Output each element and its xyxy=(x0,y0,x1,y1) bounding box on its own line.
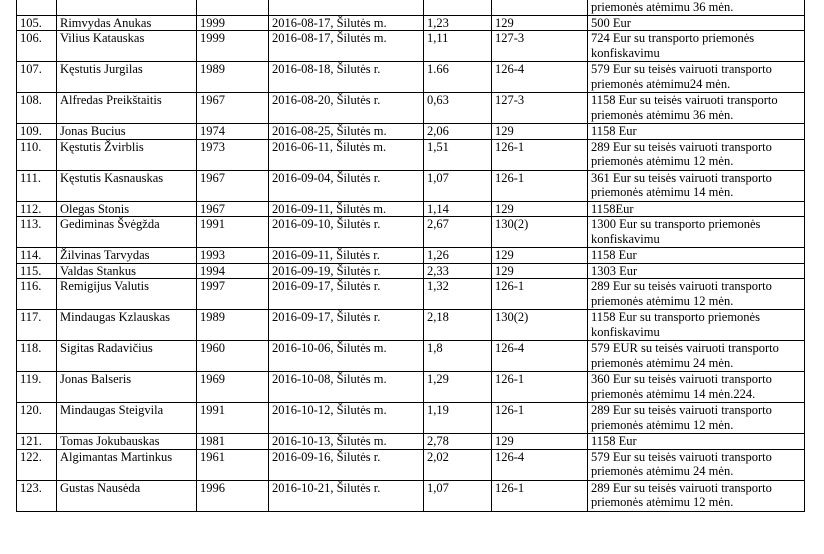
cell-fine: 579 EUR su teisės vairuoti transporto priemonės atėmimu 24 mėn. xyxy=(588,341,805,372)
cell-value: 2,02 xyxy=(424,449,492,480)
cell-fine: 361 Eur su teisės vairuoti transporto priemonės atėmimu 14 mėn. xyxy=(588,170,805,201)
cell-name: Vilius Katauskas xyxy=(57,31,197,62)
cell-no: 106. xyxy=(17,31,57,62)
cell-value: 2,33 xyxy=(424,263,492,279)
cell-date: 2016-08-25, Šilutės m. xyxy=(269,124,424,140)
cell-article: 130(2) xyxy=(492,310,588,341)
cell-fine: 1158 Eur xyxy=(588,124,805,140)
cell-fine: 289 Eur su teisės vairuoti transporto priemonės atėmimu 12 mėn. xyxy=(588,139,805,170)
cell-article: 126-1 xyxy=(492,480,588,511)
cell-value: 1.66 xyxy=(424,62,492,93)
cell-year: 1969 xyxy=(197,372,269,403)
cell-value: 1,29 xyxy=(424,372,492,403)
cell-date: 2016-09-11, Šilutės m. xyxy=(269,201,424,217)
cell-name: Kęstutis Kasnauskas xyxy=(57,170,197,201)
table-row xyxy=(17,62,805,93)
table-row xyxy=(17,279,805,310)
cell-no: 117. xyxy=(17,310,57,341)
cell-year: 1996 xyxy=(197,480,269,511)
cell-article: 126-1 xyxy=(492,279,588,310)
cell-fine: 1303 Eur xyxy=(588,263,805,279)
cell-date: 2016-08-18, Šilutės r. xyxy=(269,62,424,93)
cell-date xyxy=(269,0,424,15)
cell-year: 1989 xyxy=(197,62,269,93)
table-row xyxy=(17,124,805,140)
cell-fine: 289 Eur su teisės vairuoti transporto priemonės atėmimu 12 mėn. xyxy=(588,403,805,434)
cell-value: 1,14 xyxy=(424,201,492,217)
cell-name: Remigijus Valutis xyxy=(57,279,197,310)
cell-fine: 1158 Eur xyxy=(588,434,805,450)
cell-date: 2016-09-10, Šilutės r. xyxy=(269,217,424,248)
cell-name: Sigitas Radavičius xyxy=(57,341,197,372)
cell-date: 2016-09-19, Šilutės r. xyxy=(269,263,424,279)
cell-fine: 1158 Eur su teisės vairuoti transporto priemonės atėmimu 36 mėn. xyxy=(588,93,805,124)
cell-fine: 500 Eur xyxy=(588,15,805,31)
cell-year: 1999 xyxy=(197,15,269,31)
table-row xyxy=(17,170,805,201)
cell-value: 1,07 xyxy=(424,170,492,201)
cell-date: 2016-10-21, Šilutės r. xyxy=(269,480,424,511)
cell-no: 109. xyxy=(17,124,57,140)
cell-article: 126-4 xyxy=(492,449,588,480)
cell-name xyxy=(57,0,197,15)
cell-value: 1,51 xyxy=(424,139,492,170)
cell-value: 2,78 xyxy=(424,434,492,450)
table-row xyxy=(17,480,805,511)
cell-fine: 1158 Eur su transporto priemonės konfiskavimu xyxy=(588,310,805,341)
cell-value: 1,32 xyxy=(424,279,492,310)
cell-year xyxy=(197,0,269,15)
cell-no: 120. xyxy=(17,403,57,434)
table-row xyxy=(17,31,805,62)
cell-name: Olegas Stonis xyxy=(57,201,197,217)
cell-year: 1974 xyxy=(197,124,269,140)
cell-fine: 360 Eur su teisės vairuoti transporto priemonės atėmimu 14 mėn.224. xyxy=(588,372,805,403)
cell-date: 2016-08-20, Šilutės r. xyxy=(269,93,424,124)
cell-year: 1967 xyxy=(197,93,269,124)
cell-article: 129 xyxy=(492,124,588,140)
cell-name: Mindaugas Kzlauskas xyxy=(57,310,197,341)
cell-article: 126-4 xyxy=(492,62,588,93)
cell-fine: 289 Eur su teisės vairuoti transporto priemonės atėmimu 12 mėn. xyxy=(588,480,805,511)
cell-name: Algimantas Martinkus xyxy=(57,449,197,480)
cell-year: 1999 xyxy=(197,31,269,62)
table-row xyxy=(17,248,805,264)
cell-name: Valdas Stankus xyxy=(57,263,197,279)
cell-no: 118. xyxy=(17,341,57,372)
table-row xyxy=(17,139,805,170)
cell-value: 1,07 xyxy=(424,480,492,511)
cell-no: 121. xyxy=(17,434,57,450)
cell-year: 1994 xyxy=(197,263,269,279)
table-row xyxy=(17,310,805,341)
cell-name: Gediminas Švėgžda xyxy=(57,217,197,248)
table-row xyxy=(17,449,805,480)
cell-article: 129 xyxy=(492,15,588,31)
cell-fine: 1158Eur xyxy=(588,201,805,217)
cell-no: 116. xyxy=(17,279,57,310)
cell-date: 2016-08-17, Šilutės m. xyxy=(269,31,424,62)
cell-year: 1960 xyxy=(197,341,269,372)
cell-no: 105. xyxy=(17,15,57,31)
cell-year: 1967 xyxy=(197,170,269,201)
cell-fine: priemonės atėmimu 36 mėn. xyxy=(588,0,805,15)
records-table xyxy=(16,0,805,512)
cell-name: Tomas Jokubauskas xyxy=(57,434,197,450)
cell-year: 1997 xyxy=(197,279,269,310)
cell-date: 2016-08-17, Šilutės m. xyxy=(269,15,424,31)
cell-fine: 1158 Eur xyxy=(588,248,805,264)
cell-date: 2016-09-04, Šilutės r. xyxy=(269,170,424,201)
cell-article: 126-1 xyxy=(492,403,588,434)
table-row xyxy=(17,403,805,434)
cell-article: 130(2) xyxy=(492,217,588,248)
table-row xyxy=(17,263,805,279)
cell-value: 2,67 xyxy=(424,217,492,248)
continuation-row xyxy=(17,0,805,15)
cell-value: 1,26 xyxy=(424,248,492,264)
cell-date: 2016-09-11, Šilutės r. xyxy=(269,248,424,264)
cell-name: Žilvinas Tarvydas xyxy=(57,248,197,264)
cell-name: Mindaugas Steigvila xyxy=(57,403,197,434)
cell-no: 123. xyxy=(17,480,57,511)
cell-article: 126-1 xyxy=(492,372,588,403)
cell-name: Kęstutis Jurgilas xyxy=(57,62,197,93)
cell-article: 126-4 xyxy=(492,341,588,372)
cell-no: 114. xyxy=(17,248,57,264)
cell-year: 1973 xyxy=(197,139,269,170)
cell-name: Kęstutis Žvirblis xyxy=(57,139,197,170)
cell-date: 2016-09-17, Šilutės r. xyxy=(269,310,424,341)
cell-year: 1991 xyxy=(197,217,269,248)
cell-value xyxy=(424,0,492,15)
cell-year: 1993 xyxy=(197,248,269,264)
cell-article xyxy=(492,0,588,15)
cell-article: 126-1 xyxy=(492,170,588,201)
cell-no: 111. xyxy=(17,170,57,201)
cell-no: 119. xyxy=(17,372,57,403)
cell-value: 2,06 xyxy=(424,124,492,140)
cell-no: 113. xyxy=(17,217,57,248)
cell-no: 108. xyxy=(17,93,57,124)
cell-value: 0,63 xyxy=(424,93,492,124)
cell-article: 127-3 xyxy=(492,31,588,62)
cell-fine: 289 Eur su teisės vairuoti transporto priemonės atėmimu 12 mėn. xyxy=(588,279,805,310)
cell-article: 127-3 xyxy=(492,93,588,124)
table-row xyxy=(17,217,805,248)
cell-no: 110. xyxy=(17,139,57,170)
cell-no: 122. xyxy=(17,449,57,480)
cell-article: 129 xyxy=(492,434,588,450)
cell-article: 129 xyxy=(492,201,588,217)
cell-date: 2016-09-17, Šilutės r. xyxy=(269,279,424,310)
cell-date: 2016-10-06, Šilutės m. xyxy=(269,341,424,372)
cell-fine: 724 Eur su transporto priemonės konfiskavimu xyxy=(588,31,805,62)
cell-no: 112. xyxy=(17,201,57,217)
cell-date: 2016-10-08, Šilutės m. xyxy=(269,372,424,403)
cell-article: 129 xyxy=(492,263,588,279)
cell-name: Jonas Bucius xyxy=(57,124,197,140)
table-row xyxy=(17,93,805,124)
cell-year: 1989 xyxy=(197,310,269,341)
cell-name: Gustas Nausėda xyxy=(57,480,197,511)
cell-value: 1,19 xyxy=(424,403,492,434)
table-row xyxy=(17,372,805,403)
cell-value: 2,18 xyxy=(424,310,492,341)
cell-no: 107. xyxy=(17,62,57,93)
cell-no xyxy=(17,0,57,15)
cell-value: 1,23 xyxy=(424,15,492,31)
cell-year: 1981 xyxy=(197,434,269,450)
cell-value: 1,8 xyxy=(424,341,492,372)
cell-name: Alfredas Preikštaitis xyxy=(57,93,197,124)
cell-year: 1967 xyxy=(197,201,269,217)
cell-name: Jonas Balseris xyxy=(57,372,197,403)
cell-article: 129 xyxy=(492,248,588,264)
cell-name: Rimvydas Anukas xyxy=(57,15,197,31)
cell-fine: 579 Eur su teisės vairuoti transporto priemonės atėmimu24 mėn. xyxy=(588,62,805,93)
cell-year: 1991 xyxy=(197,403,269,434)
cell-article: 126-1 xyxy=(492,139,588,170)
cell-date: 2016-10-12, Šilutės m. xyxy=(269,403,424,434)
table-row xyxy=(17,15,805,31)
cell-date: 2016-09-16, Šilutės r. xyxy=(269,449,424,480)
table-row xyxy=(17,341,805,372)
cell-date: 2016-10-13, Šilutės m. xyxy=(269,434,424,450)
cell-fine: 1300 Eur su transporto priemonės konfiskavimu xyxy=(588,217,805,248)
cell-value: 1,11 xyxy=(424,31,492,62)
cell-year: 1961 xyxy=(197,449,269,480)
cell-fine: 579 Eur su teisės vairuoti transporto priemonės atėmimu 24 mėn. xyxy=(588,449,805,480)
cell-date: 2016-06-11, Šilutės m. xyxy=(269,139,424,170)
table-row xyxy=(17,201,805,217)
cell-no: 115. xyxy=(17,263,57,279)
table-row xyxy=(17,434,805,450)
